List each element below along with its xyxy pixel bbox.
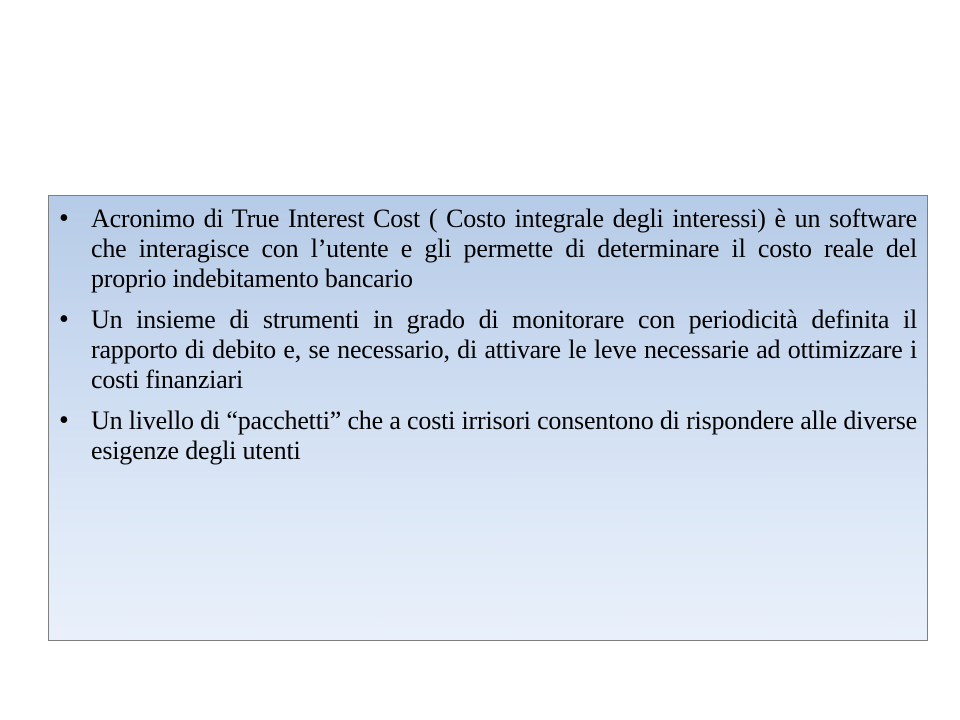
content-box [48,195,928,641]
list-item [49,406,927,466]
bullet-text: Un insieme di strumenti in grado di monitorare con periodicità definita il rapporto di debito e, se necessario, di attivare le leve necessarie ad ottimizzare i costi finanziari [91,305,917,394]
bullet-text: Acronimo di True Interest Cost ( Costo integrale degli interessi) è un software che interagisce con l’utente e gli permette di determinare il costo reale del proprio indebitamento bancario [91,204,917,293]
bullet-text: Un livello di “pacchetti” che a costi irrisori consentono di rispondere alle diverse esigenze degli utenti [91,406,917,465]
bullet-list [49,204,927,477]
list-item [49,305,927,395]
bullet-icon: • [59,304,69,335]
list-item [49,204,927,294]
bullet-icon: • [59,203,69,234]
bullet-icon: • [59,405,69,436]
